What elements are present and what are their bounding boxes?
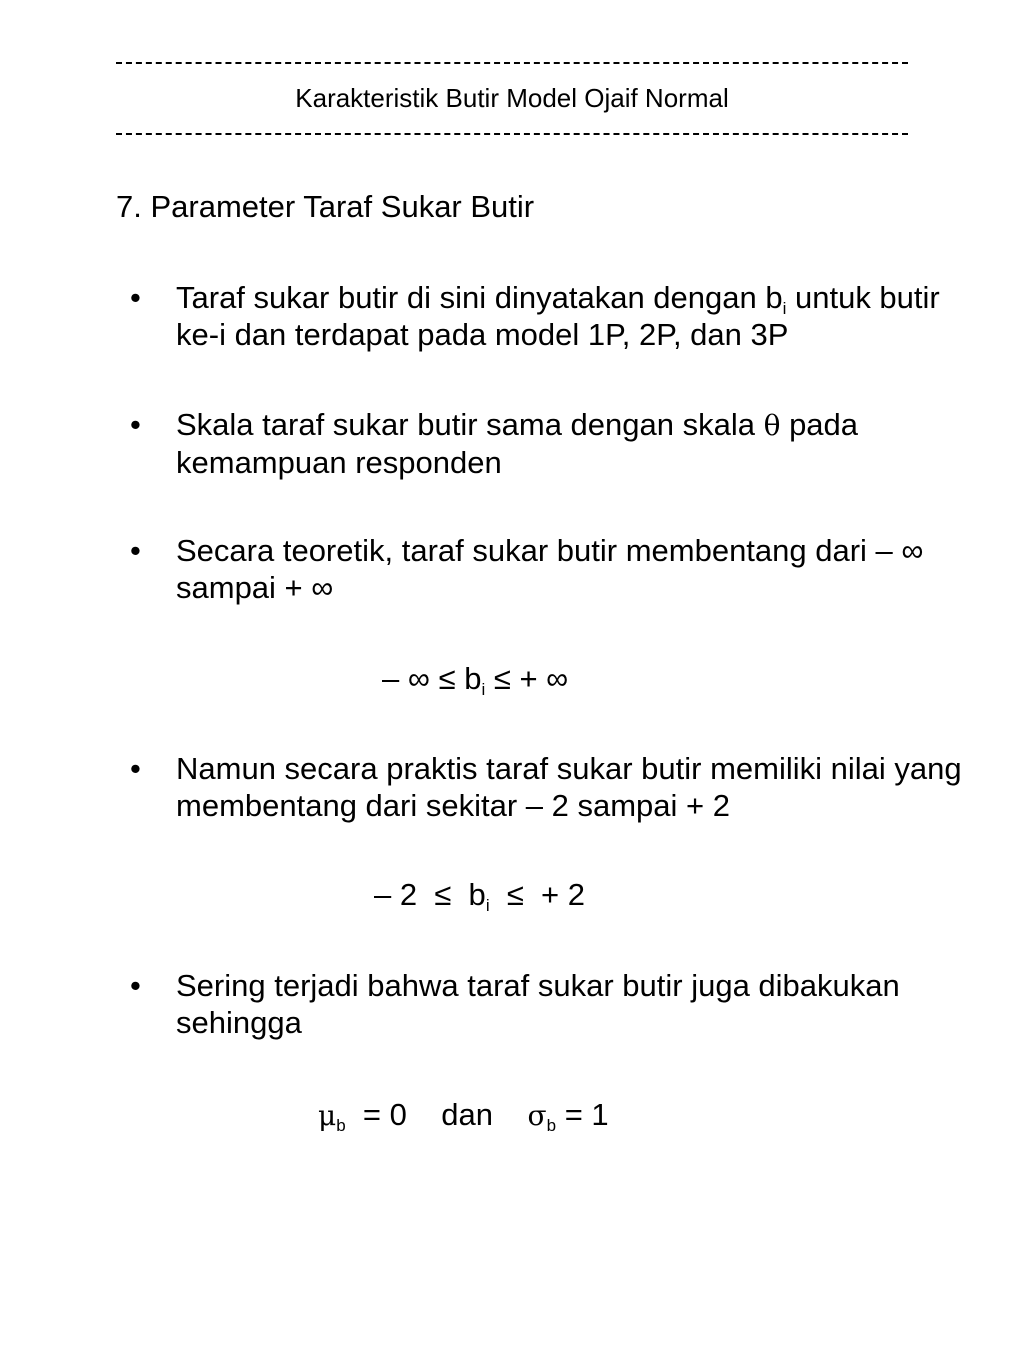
mu-symbol: μ <box>318 1099 337 1132</box>
bullet-text <box>176 406 966 481</box>
subscript: i <box>481 680 486 699</box>
bullet-text-part: Skala taraf sukar butir sama dengan skala <box>176 407 764 442</box>
bullet-marker: • <box>130 751 141 786</box>
formula-standardized <box>318 1096 609 1135</box>
formula-infinity-range <box>382 660 568 698</box>
header-rule-bottom <box>116 133 908 135</box>
subscript: i <box>782 299 787 318</box>
formula-practical-range <box>374 876 585 914</box>
bullet-marker: • <box>130 968 141 1003</box>
bullet-marker: • <box>130 407 141 442</box>
formula-part: – 2 ≤ b <box>374 877 486 912</box>
subscript: b <box>546 1116 557 1135</box>
section-title: 7. Parameter Taraf Sukar Butir <box>116 189 535 224</box>
bullet-text: Secara teoretik, taraf sukar butir membentang dari – ∞ sampai + ∞ <box>176 533 924 605</box>
bullet-text-part: Taraf sukar butir di sini dinyatakan dengan b <box>176 280 783 315</box>
bullet-text-part: untuk butir ke-i dan terdapat pada model 1P, 2P, dan 3P <box>176 280 940 352</box>
header-rule-top <box>116 62 908 64</box>
subscript: i <box>485 896 490 915</box>
bullet-text: Sering terjadi bahwa taraf sukar butir juga dibakukan sehingga <box>176 968 900 1040</box>
bullet-marker: • <box>130 533 141 568</box>
bullet-marker: • <box>130 280 141 315</box>
formula-part: – ∞ ≤ b <box>382 661 482 696</box>
subscript: b <box>336 1116 346 1135</box>
formula-part: ≤ + 2 <box>489 877 586 912</box>
page-header-title: Karakteristik Butir Model Ojaif Normal <box>295 83 729 113</box>
sigma-symbol: σ <box>527 1099 547 1132</box>
formula-part: = 0 dan <box>345 1097 528 1132</box>
bullet-text <box>176 279 966 353</box>
theta-symbol: θ <box>763 409 781 442</box>
bullet-text-part: pada kemampuan responden <box>176 407 859 480</box>
bullet-text: Namun secara praktis taraf sukar butir memiliki nilai yang membentang dari sekitar – 2 sampai + 2 <box>176 751 962 823</box>
formula-part: ≤ + ∞ <box>485 661 569 696</box>
formula-part: = 1 <box>556 1097 609 1132</box>
